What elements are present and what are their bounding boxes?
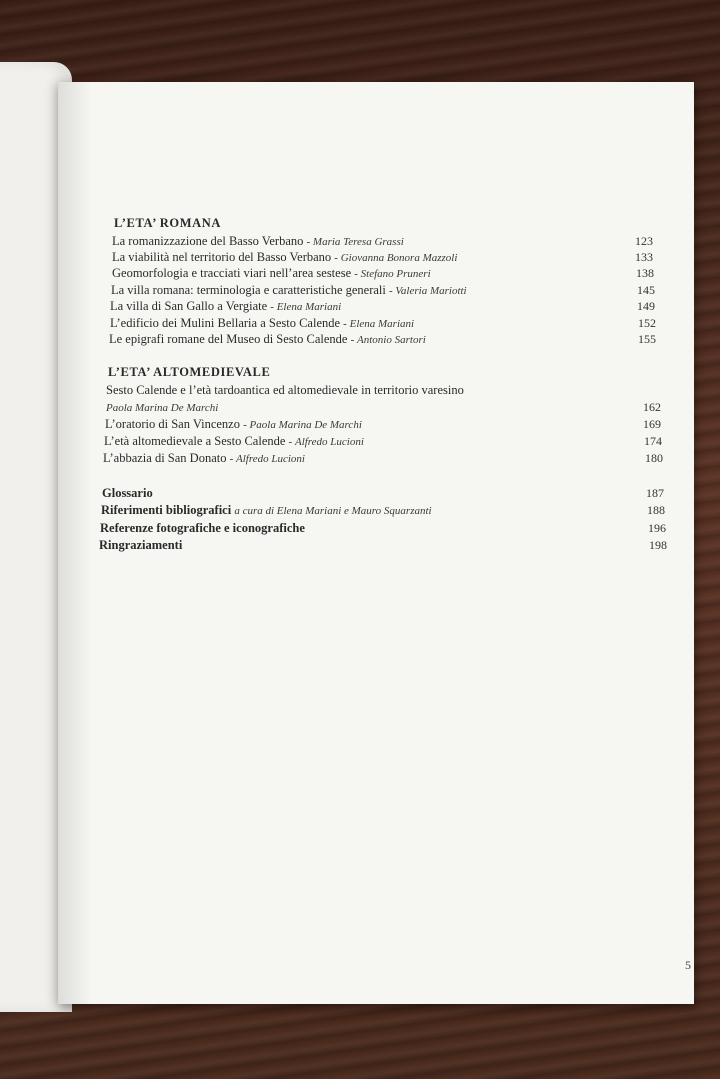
entry-author: Giovanna Bonora Mazzoli [340, 252, 458, 264]
entry-title: L’edificio dei Mulini Bellaria a Sesto Calende [110, 316, 341, 330]
entry-separator: - [306, 236, 313, 248]
entry-author: Maria Teresa Grassi [312, 236, 404, 248]
toc-page [58, 82, 694, 1004]
entry-page-number: 155 [638, 332, 656, 346]
entry-page-number: 188 [647, 503, 665, 517]
entry-separator: - [243, 419, 250, 431]
entry-separator: - [354, 268, 361, 280]
entry-author: Paola Marina De Marchi [249, 419, 362, 431]
entry-page-number: 138 [636, 266, 654, 280]
entry-title: Geomorfologia e tracciati viari nell’area sestese [112, 266, 352, 280]
entry-page-number: 174 [644, 434, 662, 448]
section-heading: L’ETA’ ALTOMEDIEVALE [108, 365, 271, 379]
toc-entry[interactable] [106, 400, 218, 416]
entry-author: a cura di Elena Mariani e Mauro Squarzanti [234, 505, 432, 517]
entry-separator: - [350, 334, 358, 346]
toc-entry[interactable] [112, 266, 431, 282]
entry-title: La villa di San Gallo a Vergiate [110, 299, 268, 313]
entry-page-number: 169 [643, 417, 661, 431]
entry-page-number: 152 [638, 316, 656, 330]
entry-title: Riferimenti bibliografici [101, 503, 232, 517]
page-number: 5 [685, 958, 691, 972]
entry-title: Ringraziamenti [99, 538, 183, 552]
toc-entry[interactable] [111, 283, 467, 299]
entry-title: L’oratorio di San Vincenzo [105, 417, 240, 431]
entry-page-number: 196 [648, 521, 666, 535]
toc-entry[interactable] [112, 234, 404, 250]
entry-separator: - [229, 453, 237, 465]
entry-title: L’età altomedievale a Sesto Calende [104, 434, 286, 448]
entry-title: Glossario [102, 486, 153, 500]
entry-page-number: 198 [649, 538, 667, 552]
entry-page-number: 162 [643, 400, 661, 414]
entry-author: Elena Mariani [349, 318, 415, 330]
entry-author: Antonio Sartori [357, 334, 426, 346]
toc-entry[interactable] [99, 538, 182, 554]
entry-separator: - [334, 252, 341, 264]
toc-entry[interactable] [105, 417, 362, 433]
entry-separator: - [270, 301, 277, 313]
table-of-contents [58, 82, 694, 1004]
toc-entry[interactable] [110, 316, 414, 332]
entry-title: Sesto Calende e l’età tardoantica ed altomedievale in territorio varesino [106, 383, 464, 397]
entry-title: La romanizzazione del Basso Verbano [112, 234, 304, 248]
section-heading: L’ETA’ ROMANA [114, 216, 221, 230]
entry-author: Elena Mariani [276, 301, 342, 313]
entry-page-number: 180 [645, 451, 663, 465]
entry-separator: - [343, 318, 350, 330]
entry-separator: - [288, 436, 295, 448]
toc-entry[interactable] [112, 250, 457, 266]
entry-title: Referenze fotografiche e iconografiche [100, 521, 305, 535]
entry-title: La villa romana: terminologia e caratteristiche generali [111, 283, 386, 297]
toc-entry[interactable] [106, 383, 464, 399]
toc-entry[interactable] [100, 521, 305, 537]
toc-entry[interactable] [103, 451, 305, 467]
entry-author: Stefano Pruneri [360, 268, 431, 280]
toc-entry[interactable] [101, 503, 432, 519]
entry-title: L’abbazia di San Donato [103, 451, 227, 465]
entry-author: Alfredo Lucioni [294, 436, 364, 448]
entry-page-number: 123 [635, 234, 653, 248]
entry-page-number: 187 [646, 486, 664, 500]
entry-author: Valeria Mariotti [395, 285, 467, 297]
entry-title: Le epigrafi romane del Museo di Sesto Calende [109, 332, 348, 346]
left-page-numbers [0, 62, 32, 1012]
toc-entry[interactable] [110, 299, 341, 315]
entry-title: La viabilità nel territorio del Basso Verbano [112, 250, 332, 264]
toc-entry[interactable] [104, 434, 364, 450]
entry-author: Paola Marina De Marchi [106, 402, 219, 414]
toc-entry[interactable] [109, 332, 426, 348]
entry-separator: - [389, 285, 396, 297]
entry-page-number: 149 [637, 299, 655, 313]
entry-author: Alfredo Lucioni [236, 453, 305, 465]
entry-page-number: 133 [635, 250, 653, 264]
entry-page-number: 145 [637, 283, 655, 297]
toc-entry[interactable] [102, 486, 153, 502]
